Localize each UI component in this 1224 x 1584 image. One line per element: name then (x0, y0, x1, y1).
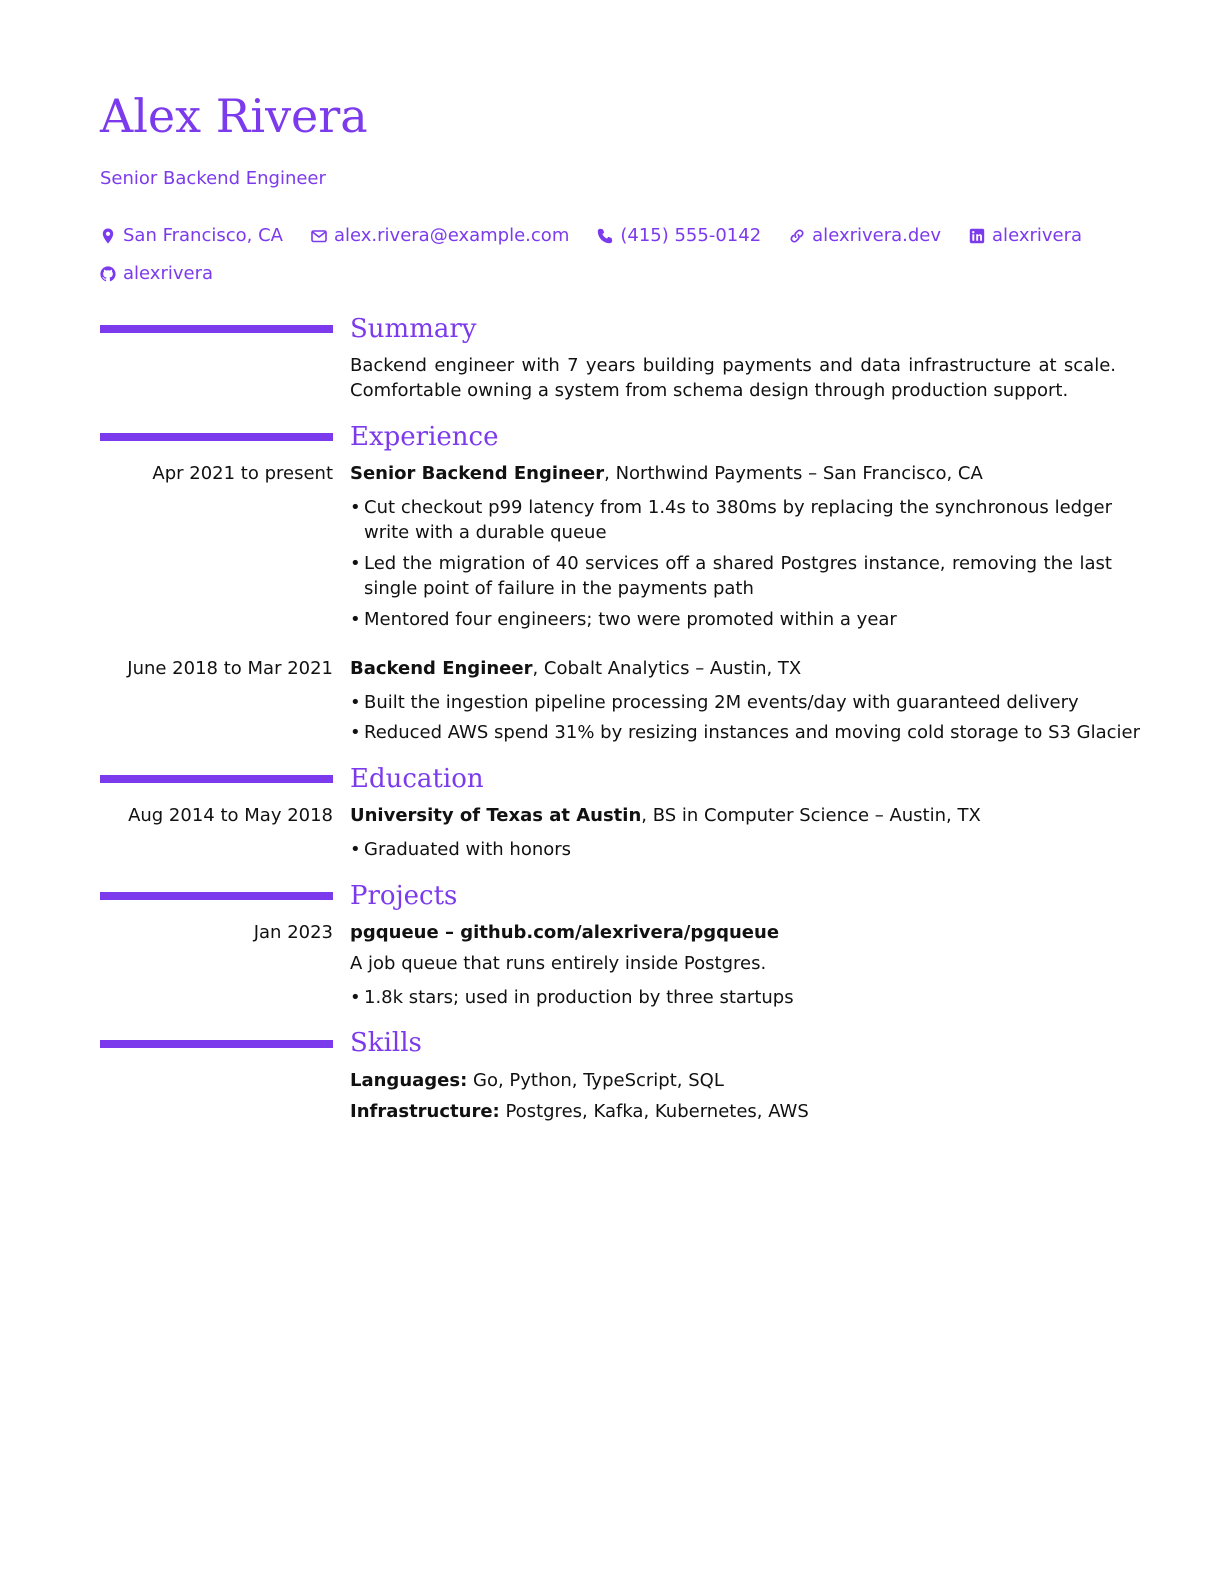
projects-heading: Projects (350, 881, 458, 911)
experience-company: , Cobalt Analytics – Austin, TX (532, 658, 802, 679)
contact-github-link[interactable]: alexrivera (123, 263, 213, 284)
phone-icon (597, 228, 613, 244)
link-icon (789, 228, 805, 244)
skill-value: Postgres, Kafka, Kubernetes, AWS (499, 1101, 809, 1122)
resume-name: Alex Rivera (100, 89, 368, 143)
experience-bullet: • Led the migration of 40 services off a shared Postgres instance, removing the last single point of failure in the payments path (350, 551, 1112, 601)
summary-heading: Summary (350, 314, 477, 344)
education-bullet: • Graduated with honors (350, 837, 1112, 862)
experience-bullet: • Cut checkout p99 latency from 1.4s to 380ms by replacing the synchronous ledger write with a durable queue (350, 495, 1112, 545)
experience-company: , Northwind Payments – San Francisco, CA (604, 463, 983, 484)
skills-rule (100, 1040, 333, 1048)
experience-date: Apr 2021 to present (152, 463, 333, 484)
education-date: Aug 2014 to May 2018 (128, 805, 333, 826)
project-title[interactable]: pgqueue – github.com/alexrivera/pgqueue (350, 922, 780, 943)
skill-label: Languages: (350, 1070, 468, 1091)
contact-phone[interactable] (597, 223, 761, 249)
contact-github[interactable] (100, 261, 213, 287)
experience-entry-header (350, 656, 1116, 682)
contact-linkedin[interactable] (969, 223, 1082, 249)
education-entry-header (350, 803, 1116, 829)
projects-rule (100, 892, 333, 900)
skill-label: Infrastructure: (350, 1101, 500, 1122)
contact-row (100, 223, 1110, 249)
skill-row (350, 1099, 1116, 1125)
contact-phone-text[interactable]: (415) 555-0142 (620, 225, 762, 246)
contact-email[interactable] (311, 223, 569, 249)
github-icon (100, 266, 116, 282)
project-name (350, 920, 1116, 946)
experience-bullet: • Built the ingestion pipeline processing 2M events/day with guaranteed delivery (350, 690, 1112, 715)
envelope-icon (311, 228, 327, 244)
skill-row (350, 1068, 1116, 1094)
experience-heading: Experience (350, 422, 499, 452)
contact-website[interactable] (789, 223, 941, 249)
experience-position: Backend Engineer (350, 658, 533, 679)
experience-bullet: • Reduced AWS spend 31% by resizing instances and moving cold storage to S3 Glacier (350, 720, 1112, 745)
experience-entry-header (350, 461, 1116, 487)
location-pin-icon (100, 228, 116, 244)
linkedin-icon (969, 228, 985, 244)
education-degree: , BS in Computer Science – Austin, TX (641, 805, 981, 826)
contact-location (100, 223, 283, 249)
experience-bullet: • Mentored four engineers; two were promoted within a year (350, 607, 1112, 632)
summary-rule (100, 325, 333, 333)
resume-headline: Senior Backend Engineer (100, 168, 326, 189)
skills-heading: Skills (350, 1028, 422, 1058)
contact-email-link[interactable]: alex.rivera@example.com (333, 225, 570, 246)
contact-linkedin-link[interactable]: alexrivera (992, 225, 1083, 246)
project-date: Jan 2023 (253, 922, 333, 943)
summary-text: Backend engineer with 7 years building payments and data infrastructure at scale. Comfortable owning a system from schema design through production support. (350, 355, 1116, 401)
skill-value: Go, Python, TypeScript, SQL (467, 1070, 724, 1091)
education-heading: Education (350, 764, 484, 794)
project-description: A job queue that runs entirely inside Postgres. (350, 953, 767, 974)
contact-row-2 (100, 261, 241, 287)
experience-position: Senior Backend Engineer (350, 463, 605, 484)
experience-date: June 2018 to Mar 2021 (127, 658, 333, 679)
project-bullet: • 1.8k stars; used in production by three startups (350, 985, 1112, 1010)
contact-website-link[interactable]: alexrivera.dev (812, 225, 942, 246)
education-rule (100, 775, 333, 783)
experience-rule (100, 433, 333, 441)
education-institution: University of Texas at Austin (350, 805, 642, 826)
contact-location-text: San Francisco, CA (123, 225, 283, 246)
